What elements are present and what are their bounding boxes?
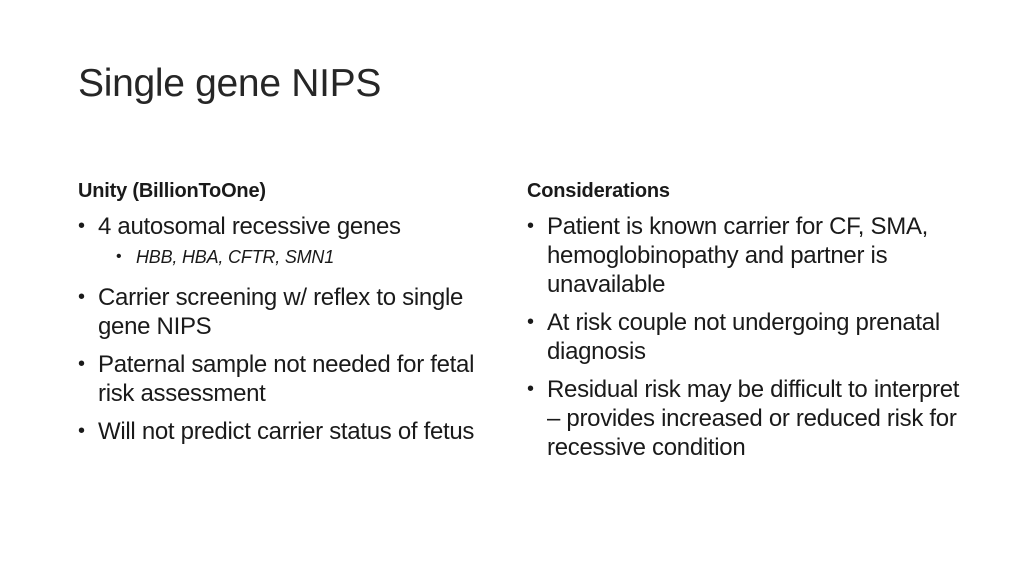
right-column-heading: Considerations bbox=[527, 180, 670, 202]
right-bullet-list bbox=[527, 212, 967, 462]
bullet-item bbox=[78, 212, 498, 269]
bullet-item: • Will not predict carrier status of fetus bbox=[78, 417, 498, 446]
bullet-item: • Paternal sample not needed for fetal risk assessment bbox=[78, 350, 498, 408]
bullet-item: • At risk couple not undergoing prenatal diagnosis bbox=[527, 308, 967, 366]
left-column bbox=[78, 178, 498, 455]
slide-title: Single gene NIPS bbox=[78, 62, 382, 105]
sub-bullet-item: • HBB, HBA, CFTR, SMN1 bbox=[116, 245, 498, 269]
bullet-item: • Patient is known carrier for CF, SMA, hemoglobinopathy and partner is unavailable bbox=[527, 212, 967, 299]
sub-bullet-list bbox=[98, 245, 498, 269]
right-column bbox=[527, 178, 967, 471]
bullet-item: • Residual risk may be difficult to interpret – provides increased or reduced risk for recessive condition bbox=[527, 375, 967, 462]
bullet-text: 4 autosomal recessive genes bbox=[98, 213, 401, 240]
left-column-heading: Unity (BillionToOne) bbox=[78, 180, 266, 202]
left-bullet-list bbox=[78, 212, 498, 446]
bullet-item: • Carrier screening w/ reflex to single gene NIPS bbox=[78, 283, 498, 341]
